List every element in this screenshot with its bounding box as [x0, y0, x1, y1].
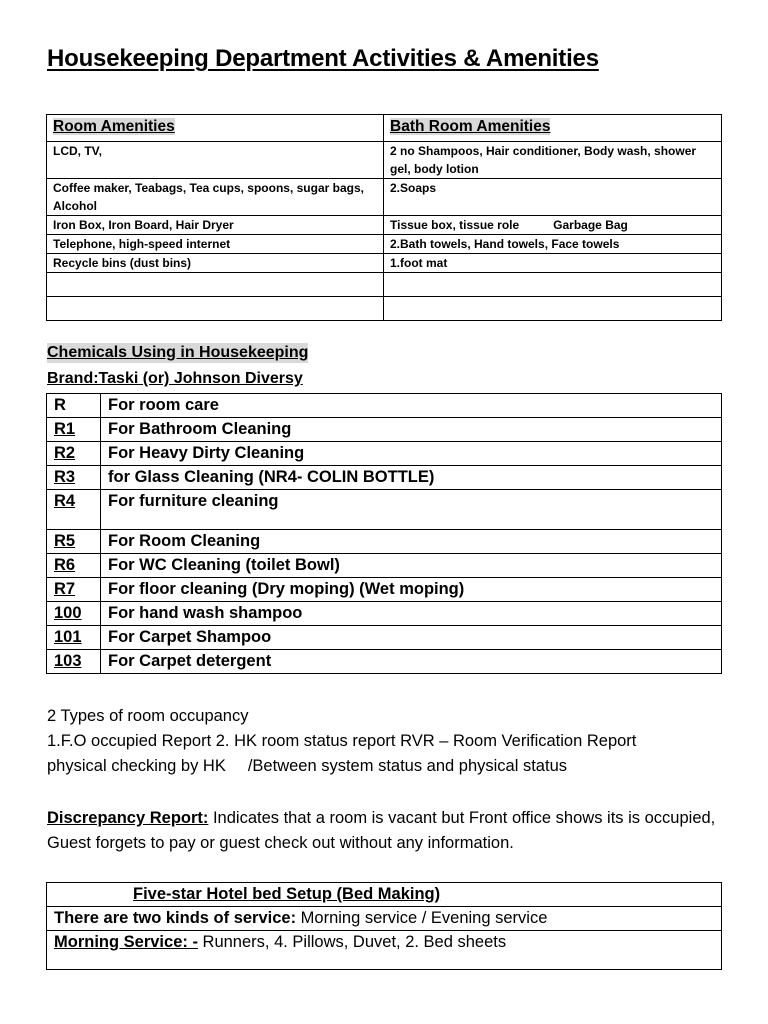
page-title: Housekeeping Department Activities & Amenities	[47, 45, 599, 72]
chemical-code: 101	[47, 626, 101, 650]
discrepancy-text: Indicates that a room is vacant but Front office shows its is occupied, Guest forgets to pay or guest check out without any information.	[47, 809, 716, 852]
room-amenity-cell: Iron Box, Iron Board, Hair Dryer	[47, 216, 384, 235]
chemicals-brand: Brand:Taski (or) Johnson Diversy	[47, 370, 303, 387]
discrepancy-paragraph	[47, 806, 737, 856]
room-amenity-cell: LCD, TV,	[47, 142, 384, 179]
table-row	[47, 394, 722, 418]
chemical-code: R7	[47, 578, 101, 602]
bed-setup-table	[46, 882, 722, 970]
chemical-code: R	[47, 394, 101, 418]
bed-setup-title: Five-star Hotel bed Setup (Bed Making)	[47, 883, 722, 907]
bath-amenity-cell: 2.Bath towels, Hand towels, Face towels	[384, 235, 722, 254]
morning-service-cell: Morning Service: - Runners, 4. Pillows, Duvet, 2. Bed sheets	[47, 931, 722, 970]
table-header-row	[47, 115, 722, 142]
table-row	[47, 179, 722, 216]
bath-amenity-cell: 2 no Shampoos, Hair conditioner, Body wash, shower gel, body lotion	[384, 142, 722, 179]
table-row	[47, 602, 722, 626]
bath-amenity-cell: 2.Soaps	[384, 179, 722, 216]
chemical-use: For Carpet Shampoo	[101, 626, 722, 650]
table-row	[47, 418, 722, 442]
table-row	[47, 466, 722, 490]
bath-amenity-cell: Tissue box, tissue role Garbage Bag	[384, 216, 722, 235]
amenities-table	[46, 114, 722, 321]
chemical-use: For room care	[101, 394, 722, 418]
chemical-use: For Carpet detergent	[101, 650, 722, 674]
empty-row	[47, 297, 722, 321]
chemical-code: R3	[47, 466, 101, 490]
table-row	[47, 142, 722, 179]
table-row	[47, 235, 722, 254]
chemical-use: For WC Cleaning (toilet Bowl)	[101, 554, 722, 578]
table-row	[47, 554, 722, 578]
chemicals-table	[46, 393, 722, 674]
chemical-code: 103	[47, 650, 101, 674]
chemical-use: For floor cleaning (Dry moping) (Wet moping)	[101, 578, 722, 602]
chemical-code: R4	[47, 490, 101, 530]
table-row	[47, 883, 722, 907]
chemical-use: For Room Cleaning	[101, 530, 722, 554]
table-row	[47, 530, 722, 554]
room-amenity-cell: Coffee maker, Teabags, Tea cups, spoons, sugar bags, Alcohol	[47, 179, 384, 216]
chemical-code: 100	[47, 602, 101, 626]
bath-amenity-cell: 1.foot mat	[384, 254, 722, 273]
chemicals-title: Chemicals Using in Housekeeping	[47, 344, 309, 361]
chemical-code: R6	[47, 554, 101, 578]
room-amenity-cell: Recycle bins (dust bins)	[47, 254, 384, 273]
table-row	[47, 907, 722, 931]
chemical-use: For Heavy Dirty Cleaning	[101, 442, 722, 466]
chemical-use: For hand wash shampoo	[101, 602, 722, 626]
empty-row	[47, 273, 722, 297]
table-row	[47, 442, 722, 466]
table-row	[47, 650, 722, 674]
discrepancy-label: Discrepancy Report:	[47, 809, 209, 827]
occupancy-line: 1.F.O occupied Report 2. HK room status report RVR – Room Verification Report	[47, 732, 637, 750]
chemical-code: R2	[47, 442, 101, 466]
chemical-code: R5	[47, 530, 101, 554]
service-kinds-cell: There are two kinds of service: Morning service / Evening service	[47, 907, 722, 931]
table-row	[47, 254, 722, 273]
occupancy-line: physical checking by HK /Between system status and physical status	[47, 757, 567, 775]
room-amenity-cell: Telephone, high-speed internet	[47, 235, 384, 254]
chemical-use: for Glass Cleaning (NR4- COLIN BOTTLE)	[101, 466, 722, 490]
bath-amenities-header: Bath Room Amenities	[384, 115, 722, 142]
table-row	[47, 626, 722, 650]
room-amenities-header: Room Amenities	[47, 115, 384, 142]
chemical-use: For Bathroom Cleaning	[101, 418, 722, 442]
table-row	[47, 490, 722, 530]
occupancy-section	[47, 704, 737, 779]
occupancy-line: 2 Types of room occupancy	[47, 707, 249, 725]
chemical-code: R1	[47, 418, 101, 442]
table-row	[47, 931, 722, 970]
table-row	[47, 216, 722, 235]
table-row	[47, 578, 722, 602]
chemical-use: For furniture cleaning	[101, 490, 722, 530]
